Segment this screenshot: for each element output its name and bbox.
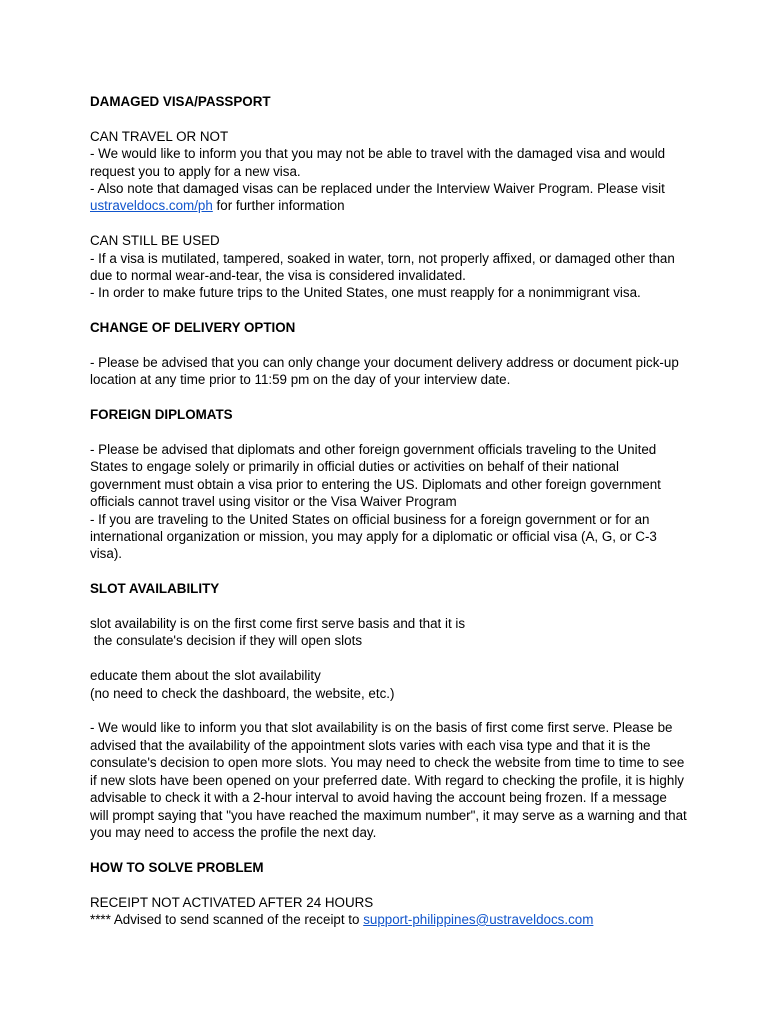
slot-note-1: slot availability is on the first come first serve basis and that it is [90, 616, 466, 632]
ustraveldocs-link[interactable]: ustraveldocs.com/ph [90, 198, 213, 214]
slot-note-3: educate them about the slot availability [90, 668, 321, 684]
delivery-paragraph-1: - Please be advised that you can only change your document delivery address or document pick-up location at any time prior to 11:59 pm on the day of your interview date. [90, 355, 683, 388]
damaged-paragraph-3: - If a visa is mutilated, tampered, soaked in water, torn, not properly affixed, or damaged other than due to normal wear-and-tear, the visa is considered invalidated. [90, 250, 679, 284]
damaged-paragraph-1: - We would like to inform you that you may not be able to travel with the damaged visa and would request you to apply for a new visa. [90, 146, 669, 179]
damaged-paragraph-2-tail: for further information [212, 198, 345, 214]
diplomats-paragraph-1: - Please be advised that diplomats and other foreign government officials traveling to the United States to engage solely or primarily in official duties or activities on behalf of their national government must obtain a visa prior to entering the US. Diplomats and other foreign government officials cannot travel using visitor or the Visa Waiver Program [90, 442, 665, 510]
can-still-be-used-subheading: CAN STILL BE USED [90, 233, 220, 249]
delivery-option-heading: CHANGE OF DELIVERY OPTION [90, 320, 296, 336]
damaged-paragraph-4: - In order to make future trips to the United States, one must reapply for a nonimmigrant visa. [90, 285, 641, 301]
damaged-paragraph-2-text: - Also note that damaged visas can be replaced under the Interview Waiver Program. Please visit [90, 181, 669, 197]
slot-availability-heading: SLOT AVAILABILITY [90, 581, 220, 597]
slot-note-4: (no need to check the dashboard, the website, etc.) [90, 685, 395, 701]
support-email-link[interactable]: support-philippines@ustraveldocs.com [363, 911, 594, 927]
damaged-paragraph-2 [90, 180, 688, 215]
slot-paragraph-1: - We would like to inform you that slot availability is on the basis of first come first serve. Please be advised that the availability of the appointment slots varies with each visa type and that it is the consulate's decision to open more slots. You may need to check the website from time to time to see if new slots have been opened on your preferred date. With regard to checking the profile, it is highly advisable to check it with a 2-hour interval to avoid having the account being frozen. If a message will prompt saying that "you have reached the maximum number", it may serve as a warning and that you may need to access the profile the next day. [90, 720, 691, 840]
foreign-diplomats-heading: FOREIGN DIPLOMATS [90, 407, 233, 423]
how-to-solve-heading: HOW TO SOLVE PROBLEM [90, 859, 264, 875]
receipt-paragraph-1 [90, 911, 688, 928]
receipt-paragraph-text: **** Advised to send scanned of the receipt to [90, 911, 364, 927]
slot-note-2: the consulate's decision if they will open slots [90, 633, 363, 649]
receipt-subheading: RECEIPT NOT ACTIVATED AFTER 24 HOURS [90, 894, 374, 910]
can-travel-subheading: CAN TRAVEL OR NOT [90, 128, 229, 144]
damaged-visa-heading: DAMAGED VISA/PASSPORT [90, 94, 271, 109]
diplomats-paragraph-2: - If you are traveling to the United States on official business for a foreign government or for an international organization or mission, you may apply for a diplomatic or official visa (A, G, or C-3 visa). [90, 511, 661, 562]
